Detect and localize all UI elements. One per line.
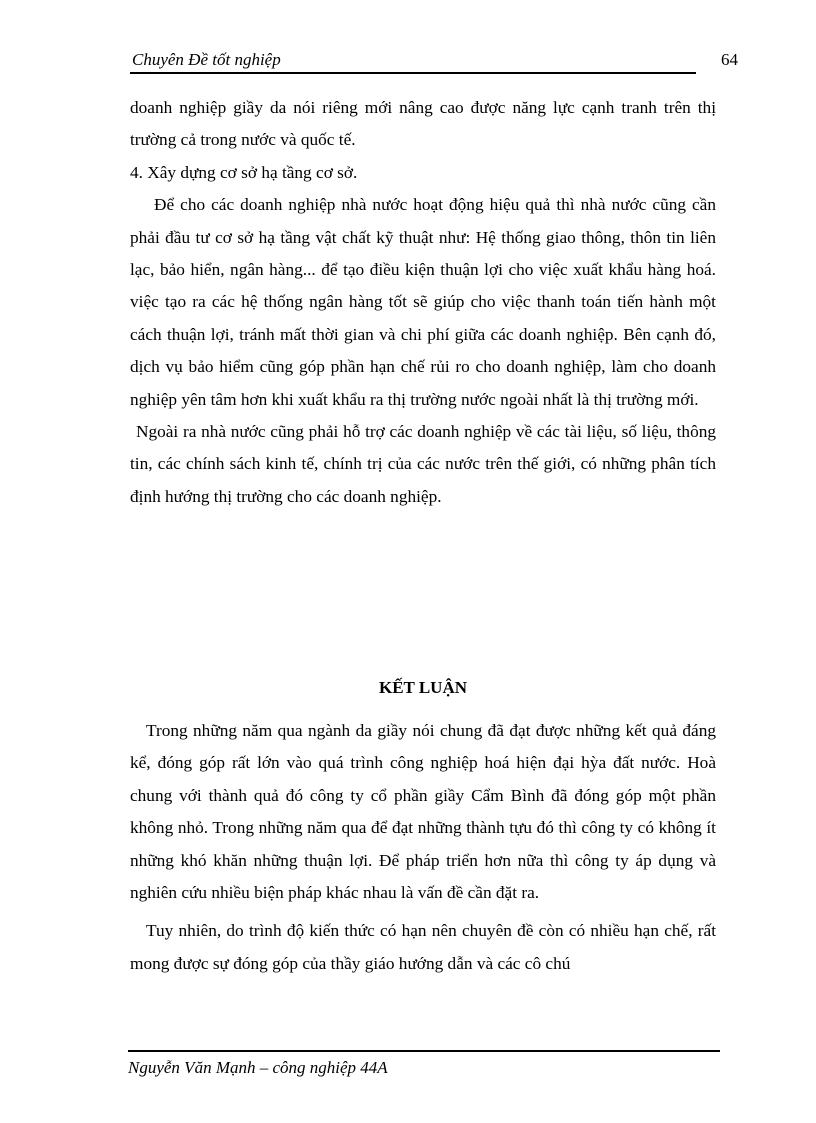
conclusion-paragraph: Trong những năm qua ngành da giầy nói chung đã đạt được những kết quả đáng kể, đóng góp rất lớn vào quá trình công nghiệp hoá hiện đại hỳa đất nước. Hoà chung với thành quả đó công ty cổ phần giầy Cẩm Bình đã đóng góp một phần không nhỏ. Trong những năm qua để đạt những thành tựu đó thì công ty có không ít những khó khăn những thuận lợi. Để pháp triển hơn nữa thì công ty áp dụng và nghiên cứu nhiều biện pháp khác nhau là vấn đề cần đặt ra. bbox=[130, 721, 716, 903]
paragraph-support: Ngoài ra nhà nước cũng phải hỗ trợ các doanh nghiệp về các tài liệu, số liệu, thông tin, các chính sách kinh tế, chính trị của các nước trên thế giới, có những phân tích định hướng thị trường cho các doanh nghiệp. bbox=[130, 422, 716, 506]
footer-divider bbox=[128, 1050, 720, 1052]
conclusion-paragraph: Tuy nhiên, do trình độ kiến thức có hạn nên chuyên đề còn có nhiều hạn chế, rất mong được sự đóng góp của thầy giáo hướng dẫn và các cô chú bbox=[130, 921, 716, 973]
conclusion-heading: KẾT LUẬN bbox=[378, 678, 467, 697]
paragraph-infrastructure: Để cho các doanh nghiệp nhà nước hoạt động hiệu quả thì nhà nước cũng cần phải đầu tư cơ sở hạ tầng vật chất kỹ thuật như: Hệ thống giao thông, thôn tin liên lạc, bảo hiển, ngân hàng... để tạo điều kiện thuận lợi cho việc xuất khẩu hàng hoá. việc tạo ra các hệ thống ngân hàng tốt sẽ giúp cho việc thanh toán tiến hành một cách thuận lợi, tránh mất thời gian và chi phí giữa các doanh nghiệp. Bên cạnh đó, dịch vụ bảo hiểm cũng góp phần hạn chế rủi ro cho doanh nghiệp, làm cho doanh nghiệp yên tâm hơn khi xuất khẩu ra thị trường nước ngoài nhất là thị trường mới. bbox=[130, 195, 716, 409]
conclusion-body bbox=[130, 715, 716, 980]
footer-author: Nguyễn Văn Mạnh – công nghiệp 44A bbox=[128, 1058, 388, 1077]
section-body bbox=[130, 92, 716, 513]
paragraph-continuation: doanh nghiệp giầy da nói riêng mới nâng cao được năng lực cạnh tranh trên thị trường cả trong nước và quốc tế. bbox=[130, 98, 716, 150]
header-divider bbox=[130, 72, 696, 74]
page-number: 64 bbox=[721, 50, 738, 69]
page-header bbox=[130, 48, 738, 74]
document-title: Chuyên Đề tốt nghiệp bbox=[132, 50, 281, 69]
page-footer bbox=[128, 1050, 720, 1078]
subsection-heading: 4. Xây dựng cơ sở hạ tầng cơ sở. bbox=[130, 162, 358, 182]
